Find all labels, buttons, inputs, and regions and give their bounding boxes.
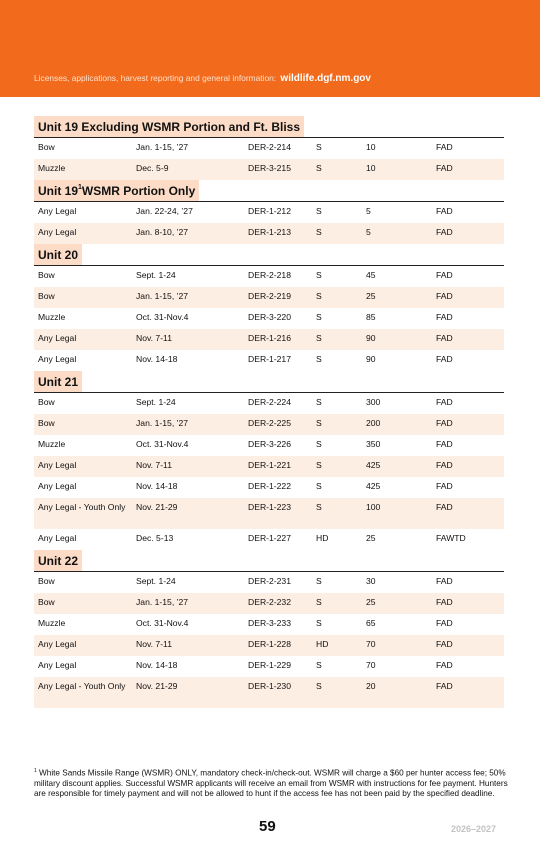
- hunt-dates-cell: Jan. 1-15, ’27: [136, 418, 189, 428]
- unit-footnote-marker: 1: [78, 184, 82, 191]
- hunt-type-cell: Any Legal: [38, 660, 77, 670]
- unit-title: [34, 116, 304, 137]
- hunt-category-cell: FAD: [436, 597, 453, 607]
- hunt-category-cell: FAD: [436, 660, 453, 670]
- hunt-category-cell: FAD: [436, 681, 453, 691]
- hunt-dates-cell: Oct. 31-Nov.4: [136, 439, 189, 449]
- licenses-cell: 90: [366, 333, 376, 343]
- bag-type-cell: S: [316, 163, 322, 173]
- hunt-code-cell: DER-1-222: [248, 481, 291, 491]
- hunt-code-cell: DER-3-233: [248, 618, 291, 628]
- hunt-type-cell: Any Legal: [38, 333, 77, 343]
- bag-type-cell: S: [316, 660, 322, 670]
- table-row: [34, 572, 504, 593]
- table-row: [34, 350, 504, 371]
- hunt-type-cell: Bow: [38, 576, 55, 586]
- unit-title-text: Unit 21: [38, 374, 79, 389]
- hunt-category-cell: FAD: [436, 576, 453, 586]
- hunt-category-cell: FAD: [436, 481, 453, 491]
- header-banner: [0, 0, 540, 97]
- hunt-code-cell: DER-1-227: [248, 533, 291, 543]
- hunt-dates-cell: Nov. 14-18: [136, 354, 178, 364]
- hunt-category-cell: FAD: [436, 354, 453, 364]
- hunt-code-cell: DER-3-220: [248, 312, 291, 322]
- licenses-cell: 10: [366, 163, 376, 173]
- licenses-cell: 5: [366, 206, 371, 216]
- hunt-category-cell: FAD: [436, 333, 453, 343]
- table-row: [34, 456, 504, 477]
- licenses-cell: 425: [366, 460, 381, 470]
- hunt-type-cell: Bow: [38, 270, 55, 280]
- hunt-dates-cell: Sept. 1-24: [136, 270, 176, 280]
- table-row: [34, 656, 504, 677]
- licenses-cell: 200: [366, 418, 381, 428]
- unit-heading: [34, 371, 504, 393]
- licenses-cell: 70: [366, 660, 376, 670]
- bag-type-cell: S: [316, 618, 322, 628]
- licenses-cell: 85: [366, 312, 376, 322]
- hunt-dates-cell: Nov. 7-11: [136, 333, 172, 343]
- bag-type-cell: S: [316, 576, 322, 586]
- header-info-text: Licenses, applications, harvest reporting and general information:: [34, 73, 277, 83]
- table-row: [34, 202, 504, 223]
- hunt-code-cell: DER-1-229: [248, 660, 291, 670]
- hunt-type-cell: Bow: [38, 597, 55, 607]
- unit-heading: [34, 180, 504, 202]
- unit-title-text: Unit 19: [38, 183, 79, 198]
- header-info: [34, 73, 371, 84]
- hunt-dates-cell: Nov. 14-18: [136, 660, 178, 670]
- licenses-cell: 25: [366, 597, 376, 607]
- bag-type-cell: S: [316, 142, 322, 152]
- bag-type-cell: HD: [316, 533, 329, 543]
- unit-title: [34, 371, 82, 392]
- table-row: [34, 498, 504, 529]
- licenses-cell: 350: [366, 439, 381, 449]
- bag-type-cell: S: [316, 227, 322, 237]
- licenses-cell: 425: [366, 481, 381, 491]
- hunt-category-cell: FAD: [436, 439, 453, 449]
- table-row: [34, 223, 504, 244]
- unit-title-text: Unit 22: [38, 553, 79, 568]
- table-row: [34, 138, 504, 159]
- hunt-category-cell: FAD: [436, 397, 453, 407]
- licenses-cell: 10: [366, 142, 376, 152]
- hunt-category-cell: FAD: [436, 291, 453, 301]
- table-row: [34, 393, 504, 414]
- hunt-type-cell: Muzzle: [38, 163, 66, 173]
- table-row: [34, 266, 504, 287]
- hunt-category-cell: FAD: [436, 312, 453, 322]
- hunt-dates-cell: Sept. 1-24: [136, 576, 176, 586]
- year-range: 2026–2027: [451, 824, 497, 834]
- hunt-dates-cell: Dec. 5-13: [136, 533, 174, 543]
- bag-type-cell: S: [316, 597, 322, 607]
- licenses-cell: 30: [366, 576, 376, 586]
- hunt-type-cell: Any Legal: [38, 481, 77, 491]
- unit-heading: [34, 244, 504, 266]
- hunt-table: [34, 116, 504, 708]
- table-row: [34, 287, 504, 308]
- hunt-type-cell: Any Legal: [38, 354, 77, 364]
- bag-type-cell: S: [316, 312, 322, 322]
- table-row: [34, 593, 504, 614]
- hunt-category-cell: FAD: [436, 270, 453, 280]
- hunt-type-cell: Any Legal: [38, 206, 77, 216]
- hunt-type-cell: Bow: [38, 397, 55, 407]
- footnote: [34, 766, 510, 800]
- table-row: [34, 414, 504, 435]
- hunt-code-cell: DER-2-224: [248, 397, 291, 407]
- licenses-cell: 70: [366, 639, 376, 649]
- licenses-cell: 100: [366, 502, 381, 512]
- hunt-code-cell: DER-3-215: [248, 163, 291, 173]
- bag-type-cell: S: [316, 206, 322, 216]
- bag-type-cell: S: [316, 397, 322, 407]
- unit-title-text: Unit 19 Excluding WSMR Portion and Ft. Bliss: [38, 119, 301, 134]
- table-row: [34, 614, 504, 635]
- hunt-code-cell: DER-1-223: [248, 502, 291, 512]
- unit-title: [34, 244, 82, 265]
- table-row: [34, 677, 504, 708]
- bag-type-cell: S: [316, 439, 322, 449]
- bag-type-cell: S: [316, 481, 322, 491]
- unit-title: [34, 180, 199, 201]
- hunt-dates-cell: Oct. 31-Nov.4: [136, 312, 189, 322]
- hunt-type-cell: Bow: [38, 418, 55, 428]
- licenses-cell: 25: [366, 291, 376, 301]
- hunt-type-cell: Muzzle: [38, 439, 66, 449]
- hunt-dates-cell: Jan. 1-15, ’27: [136, 597, 189, 607]
- bag-type-cell: S: [316, 502, 322, 512]
- hunt-code-cell: DER-1-216: [248, 333, 291, 343]
- table-row: [34, 329, 504, 350]
- bag-type-cell: S: [316, 333, 322, 343]
- hunt-dates-cell: Jan. 1-15, ’27: [136, 291, 189, 301]
- hunt-code-cell: DER-1-221: [248, 460, 291, 470]
- hunt-type-cell: Muzzle: [38, 312, 66, 322]
- hunt-code-cell: DER-1-228: [248, 639, 291, 649]
- bag-type-cell: S: [316, 270, 322, 280]
- table-row: [34, 635, 504, 656]
- hunt-category-cell: FAD: [436, 206, 453, 216]
- table-row: [34, 477, 504, 498]
- hunt-category-cell: FAD: [436, 618, 453, 628]
- table-row: [34, 529, 504, 550]
- licenses-cell: 90: [366, 354, 376, 364]
- hunt-code-cell: DER-2-214: [248, 142, 291, 152]
- hunt-dates-cell: Dec. 5-9: [136, 163, 169, 173]
- hunt-dates-cell: Jan. 22-24, ’27: [136, 206, 193, 216]
- hunt-type-cell: Bow: [38, 291, 55, 301]
- hunt-dates-cell: Nov. 21-29: [136, 681, 178, 691]
- bag-type-cell: S: [316, 460, 322, 470]
- licenses-cell: 20: [366, 681, 376, 691]
- footnote-marker: 1: [34, 768, 37, 774]
- unit-title-suffix: WSMR Portion Only: [81, 183, 196, 198]
- hunt-type-cell: Any Legal - Youth Only: [38, 681, 126, 691]
- bag-type-cell: S: [316, 291, 322, 301]
- bag-type-cell: S: [316, 681, 322, 691]
- hunt-category-cell: FAD: [436, 142, 453, 152]
- hunt-category-cell: FAD: [436, 460, 453, 470]
- licenses-cell: 65: [366, 618, 376, 628]
- hunt-dates-cell: Nov. 14-18: [136, 481, 178, 491]
- table-row: [34, 159, 504, 180]
- hunt-type-cell: Any Legal: [38, 533, 77, 543]
- unit-title-text: Unit 20: [38, 247, 79, 262]
- hunt-category-cell: FAD: [436, 227, 453, 237]
- footnote-text: White Sands Missile Range (WSMR) ONLY, mandatory check-in/check-out. WSMR will charge a $60 per hunter access fee; 50% military discount applies. Successful WSMR applicants will receive an email from WSMR with instructions for fee payment. Hunters are responsible for timely payment and will not be allowed to hunt if the access fee has not been paid by the specified deadline.: [34, 768, 508, 799]
- hunt-dates-cell: Jan. 8-10, ’27: [136, 227, 189, 237]
- unit-heading: [34, 550, 504, 572]
- hunt-type-cell: Muzzle: [38, 618, 66, 628]
- hunt-category-cell: FAD: [436, 163, 453, 173]
- table-row: [34, 435, 504, 456]
- hunt-type-cell: Any Legal: [38, 460, 77, 470]
- hunt-type-cell: Any Legal: [38, 639, 77, 649]
- bag-type-cell: S: [316, 418, 322, 428]
- hunt-type-cell: Bow: [38, 142, 55, 152]
- hunt-code-cell: DER-1-212: [248, 206, 291, 216]
- hunt-code-cell: DER-2-218: [248, 270, 291, 280]
- hunt-code-cell: DER-2-225: [248, 418, 291, 428]
- hunt-dates-cell: Sept. 1-24: [136, 397, 176, 407]
- hunt-category-cell: FAD: [436, 639, 453, 649]
- unit-title: [34, 550, 82, 571]
- bag-type-cell: S: [316, 354, 322, 364]
- hunt-code-cell: DER-2-231: [248, 576, 291, 586]
- hunt-category-cell: FAD: [436, 502, 453, 512]
- licenses-cell: 300: [366, 397, 381, 407]
- licenses-cell: 25: [366, 533, 376, 543]
- bag-type-cell: HD: [316, 639, 329, 649]
- hunt-code-cell: DER-1-217: [248, 354, 291, 364]
- hunt-dates-cell: Jan. 1-15, ’27: [136, 142, 189, 152]
- hunt-category-cell: FAD: [436, 418, 453, 428]
- hunt-dates-cell: Oct. 31-Nov.4: [136, 618, 189, 628]
- website-link[interactable]: wildlife.dgf.nm.gov: [280, 73, 371, 84]
- page-number: 59: [259, 818, 276, 835]
- hunt-dates-cell: Nov. 21-29: [136, 502, 178, 512]
- hunt-type-cell: Any Legal: [38, 227, 77, 237]
- unit-heading: [34, 116, 504, 138]
- hunt-code-cell: DER-1-213: [248, 227, 291, 237]
- hunt-dates-cell: Nov. 7-11: [136, 460, 172, 470]
- hunt-code-cell: DER-1-230: [248, 681, 291, 691]
- licenses-cell: 5: [366, 227, 371, 237]
- hunt-code-cell: DER-3-226: [248, 439, 291, 449]
- hunt-dates-cell: Nov. 7-11: [136, 639, 172, 649]
- hunt-type-cell: Any Legal - Youth Only: [38, 502, 126, 512]
- hunt-category-cell: FAWTD: [436, 533, 466, 543]
- licenses-cell: 45: [366, 270, 376, 280]
- hunt-code-cell: DER-2-232: [248, 597, 291, 607]
- hunt-code-cell: DER-2-219: [248, 291, 291, 301]
- table-row: [34, 308, 504, 329]
